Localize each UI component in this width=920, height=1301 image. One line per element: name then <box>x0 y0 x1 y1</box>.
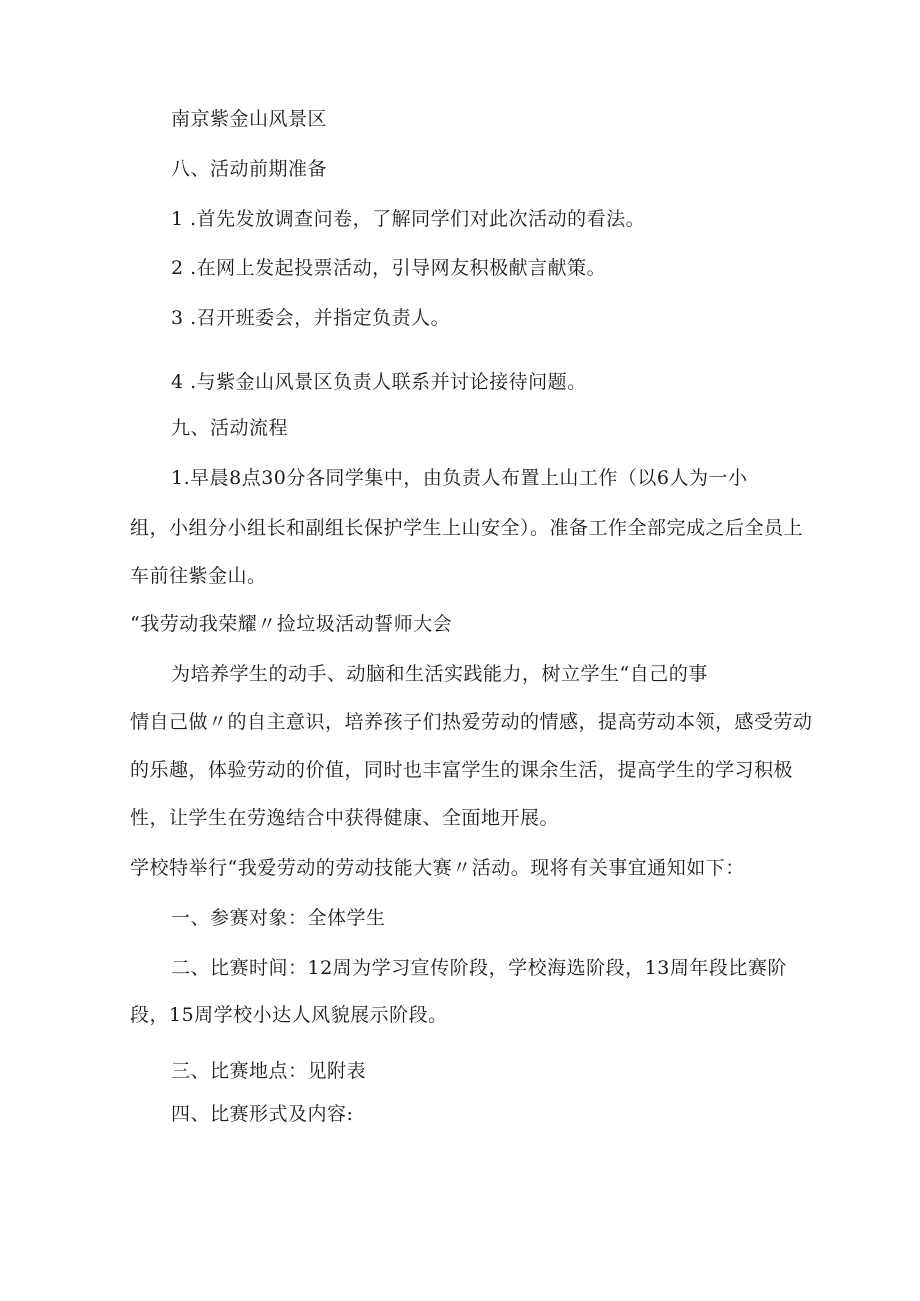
contest-time-line-1: 二、比赛时间：12周为学习宣传阶段，学校海选阶段，13周年段比赛阶 <box>171 957 787 979</box>
section8-item-3: 3 .召开班委会，并指定负责人。 <box>171 307 451 329</box>
section8-item-1: 1 .首先发放调查问卷，了解同学们对此次活动的看法。 <box>171 208 646 230</box>
section8-item-4: 4 .与紫金山风景区负责人联系并讨论接待问题。 <box>171 371 587 393</box>
section8-item-2: 2 .在网上发起投票活动，引导网友积极献言献策。 <box>171 257 607 279</box>
intro-line-1: 为培养学生的动手、动脑和生活实践能力，树立学生“自己的事 <box>171 663 708 685</box>
section8-heading: 八、活动前期准备 <box>171 158 328 180</box>
contest-format: 四、比赛形式及内容: <box>171 1103 354 1125</box>
intro-line-4: 性，让学生在劳逸结合中获得健康、全面地开展。 <box>130 807 560 829</box>
intro-line-3: 的乐趣，体验劳动的价值，同时也丰富学生的课余生活，提高学生的学习积极 <box>130 759 794 781</box>
section9-step1-line-3: 车前往紫金山。 <box>130 565 267 587</box>
contest-time-line-2: 段，15周学校小达人风貌展示阶段。 <box>130 1004 448 1026</box>
notice-line: 学校特举行“我爱劳动的劳动技能大赛〃活动。现将有关事宜通知如下： <box>130 857 745 879</box>
section9-heading: 九、活动流程 <box>171 417 289 439</box>
assembly-title: “我劳动我荣耀〃捡垃圾活动誓师大会 <box>130 613 453 635</box>
intro-line-2: 情自己做〃的自主意识，培养孩子们热爱劳动的情感，提高劳动本领，感受劳动 <box>130 711 813 733</box>
contest-participants: 一、参赛对象：全体学生 <box>171 907 386 929</box>
contest-venue: 三、比赛地点：见附表 <box>171 1060 367 1082</box>
section9-step1-line-2: 组，小组分小组长和副组长保护学生上山安全）。准备工作全部完成之后全员上 <box>130 517 804 539</box>
section9-step1-line-1: 1.早晨8点30分各同学集中，由负责人布置上山工作（以6人为一小 <box>171 467 748 489</box>
location-line: 南京紫金山风景区 <box>171 108 328 130</box>
